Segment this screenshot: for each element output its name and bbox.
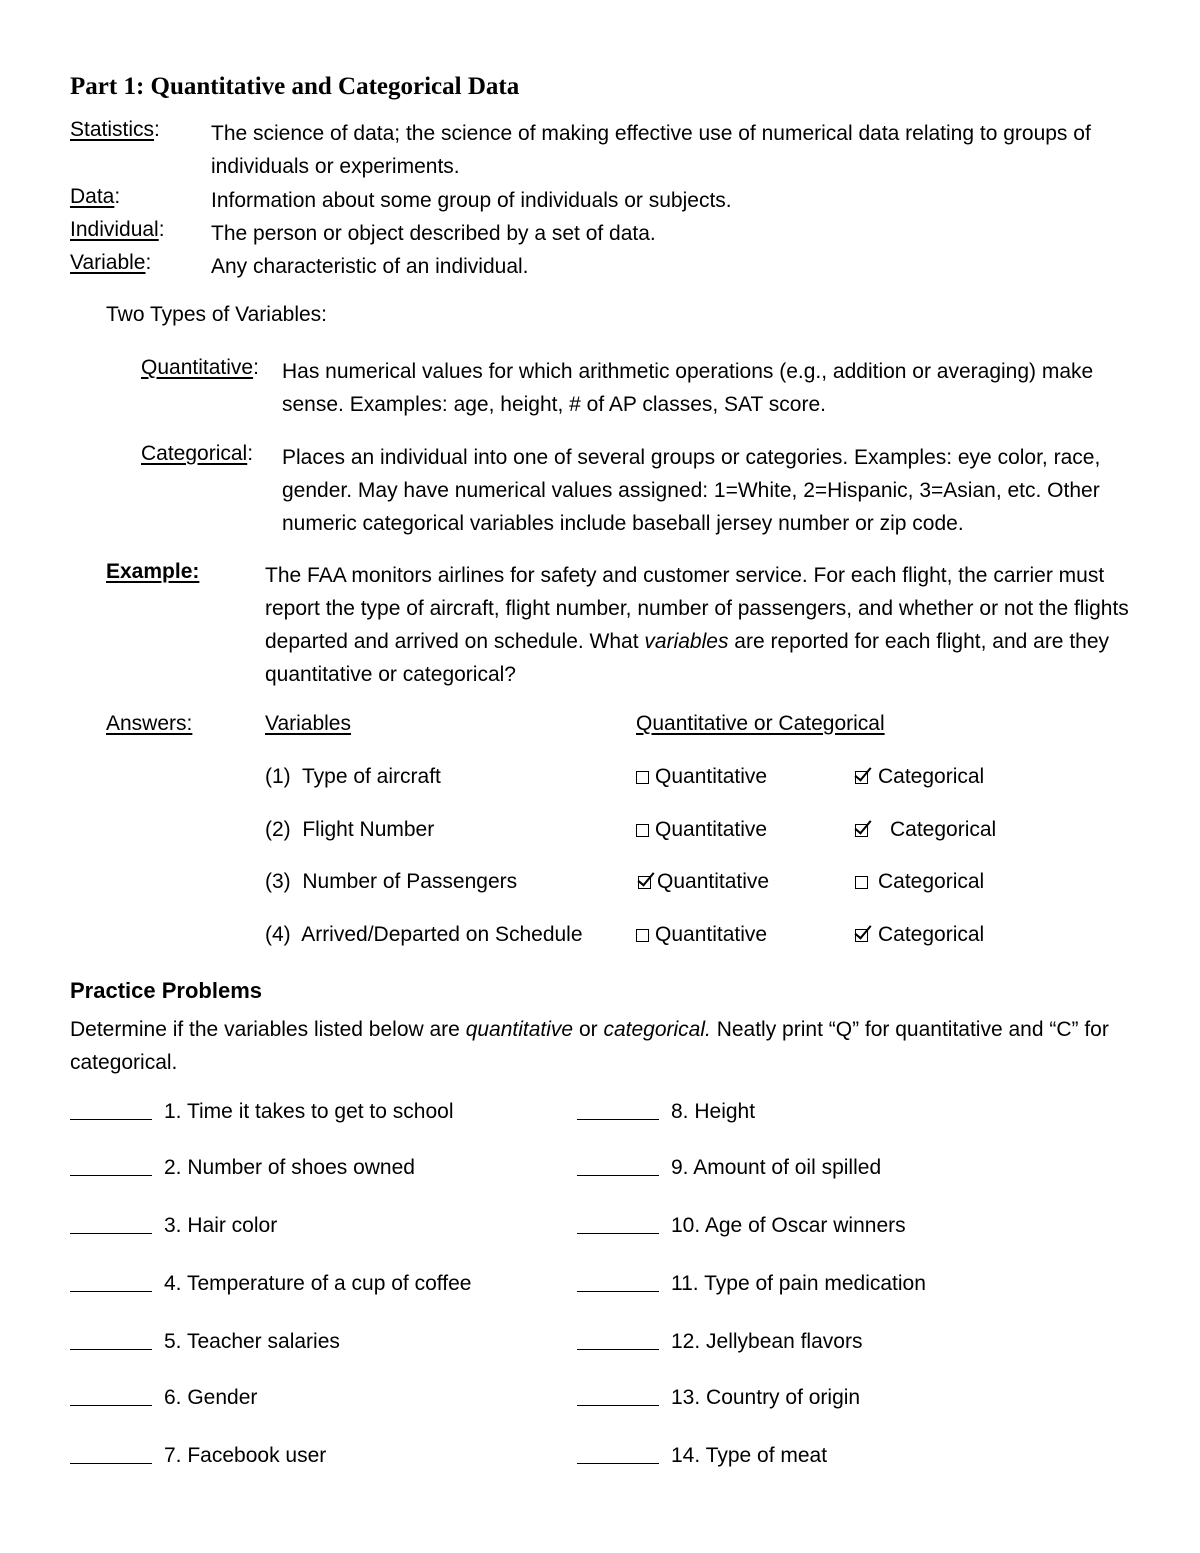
practice-item: 14. Type of meat bbox=[577, 1444, 827, 1468]
definition-text: Any characteristic of an individual. bbox=[211, 255, 529, 278]
answer-variable: Number of Passengers bbox=[302, 870, 518, 893]
answer-variable: Arrived/Departed on Schedule bbox=[301, 923, 583, 946]
answer-blank[interactable] bbox=[577, 1405, 659, 1406]
practice-item: 3. Hair color bbox=[70, 1214, 277, 1238]
quantitative-checkbox[interactable] bbox=[636, 771, 649, 784]
type-categorical-text: Places an individual into one of several groups or categories. Examples: eye color, race, gender. May have numerical values assigned: 1=White, 2=Hispanic, 3=Asian, etc. Other numeric categorical variables include baseball jersey number or zip code. bbox=[282, 446, 1101, 535]
practice-item: 2. Number of shoes owned bbox=[70, 1156, 415, 1180]
definition-text: Information about some group of individuals or subjects. bbox=[211, 189, 732, 212]
practice-item: 10. Age of Oscar winners bbox=[577, 1214, 906, 1238]
practice-item: 7. Facebook user bbox=[70, 1444, 326, 1468]
types-intro: Two Types of Variables: bbox=[106, 303, 328, 326]
answer-variable: Flight Number bbox=[302, 818, 435, 841]
definition-term: Individual bbox=[70, 218, 159, 241]
definition-data: Data: bbox=[70, 185, 121, 208]
practice-item: 12. Jellybean flavors bbox=[577, 1330, 862, 1354]
answer-blank[interactable] bbox=[70, 1349, 152, 1350]
answer-blank[interactable] bbox=[577, 1349, 659, 1350]
quantitative-checkbox[interactable] bbox=[636, 929, 649, 942]
definition-variable: Variable: bbox=[70, 251, 152, 274]
quantitative-checkbox[interactable] bbox=[638, 876, 651, 889]
practice-item: 5. Teacher salaries bbox=[70, 1330, 340, 1354]
answer-blank[interactable] bbox=[577, 1291, 659, 1292]
answer-number: (1) bbox=[265, 765, 291, 788]
categorical-checkbox[interactable] bbox=[855, 876, 868, 889]
practice-item: 13. Country of origin bbox=[577, 1386, 860, 1410]
definition-text: The person or object described by a set of data. bbox=[211, 222, 656, 245]
answer-blank[interactable] bbox=[70, 1463, 152, 1464]
practice-item: 1. Time it takes to get to school bbox=[70, 1100, 453, 1124]
definition-term: Variable bbox=[70, 251, 146, 274]
example-text: The FAA monitors airlines for safety and customer service. For each flight, the carrier must report the type of aircraft, flight number, number of passengers, and whether or not the flights departed and arrived on schedule. What variables are reported for each flight, and are they quantitative or categorical? bbox=[265, 564, 1129, 686]
definition-text: The science of data; the science of making effective use of numerical data relating to groups of individuals or experiments. bbox=[211, 122, 1091, 178]
answer-blank[interactable] bbox=[577, 1233, 659, 1234]
practice-instructions: Determine if the variables listed below are quantitative or categorical. Neatly print “Q” for quantitative and “C” for categorical. bbox=[70, 1018, 1109, 1074]
answer-blank[interactable] bbox=[70, 1233, 152, 1234]
answer-number: (2) bbox=[265, 818, 291, 841]
type-categorical-term: Categorical: bbox=[141, 442, 254, 465]
quantitative-checkbox[interactable] bbox=[636, 824, 649, 837]
type-quantitative-text: Has numerical values for which arithmetic operations (e.g., addition or averaging) make sense. Examples: age, height, # of AP classes, SAT score. bbox=[282, 360, 1094, 416]
categorical-checkbox[interactable] bbox=[855, 824, 868, 837]
definition-term: Data bbox=[70, 185, 115, 208]
practice-item: 4. Temperature of a cup of coffee bbox=[70, 1272, 471, 1296]
answer-blank[interactable] bbox=[70, 1291, 152, 1292]
practice-item: 6. Gender bbox=[70, 1386, 257, 1410]
column-type-header: Quantitative or Categorical bbox=[636, 712, 885, 735]
answer-blank[interactable] bbox=[577, 1175, 659, 1176]
answer-variable: Type of aircraft bbox=[301, 765, 441, 788]
definition-individual: Individual: bbox=[70, 218, 165, 241]
column-variables-header: Variables bbox=[265, 712, 351, 735]
answer-blank[interactable] bbox=[70, 1175, 152, 1176]
categorical-checkbox[interactable] bbox=[855, 929, 868, 942]
example-label: Example: bbox=[106, 560, 200, 583]
definition-statistics: Statistics: bbox=[70, 118, 160, 141]
answer-number: (3) bbox=[265, 870, 291, 893]
answer-number: (4) bbox=[265, 923, 291, 946]
answer-blank[interactable] bbox=[577, 1463, 659, 1464]
answer-blank[interactable] bbox=[577, 1119, 659, 1120]
page-title: Part 1: Quantitative and Categorical Data bbox=[70, 73, 520, 100]
definition-term: Statistics bbox=[70, 118, 155, 141]
answers-label: Answers: bbox=[106, 712, 193, 735]
type-quantitative-term: Quantitative: bbox=[141, 356, 259, 379]
answer-blank[interactable] bbox=[70, 1119, 152, 1120]
answer-blank[interactable] bbox=[70, 1405, 152, 1406]
practice-item: 9. Amount of oil spilled bbox=[577, 1156, 881, 1180]
practice-item: 8. Height bbox=[577, 1100, 755, 1124]
categorical-checkbox[interactable] bbox=[855, 771, 868, 784]
practice-item: 11. Type of pain medication bbox=[577, 1272, 926, 1296]
practice-heading: Practice Problems bbox=[70, 978, 262, 1003]
